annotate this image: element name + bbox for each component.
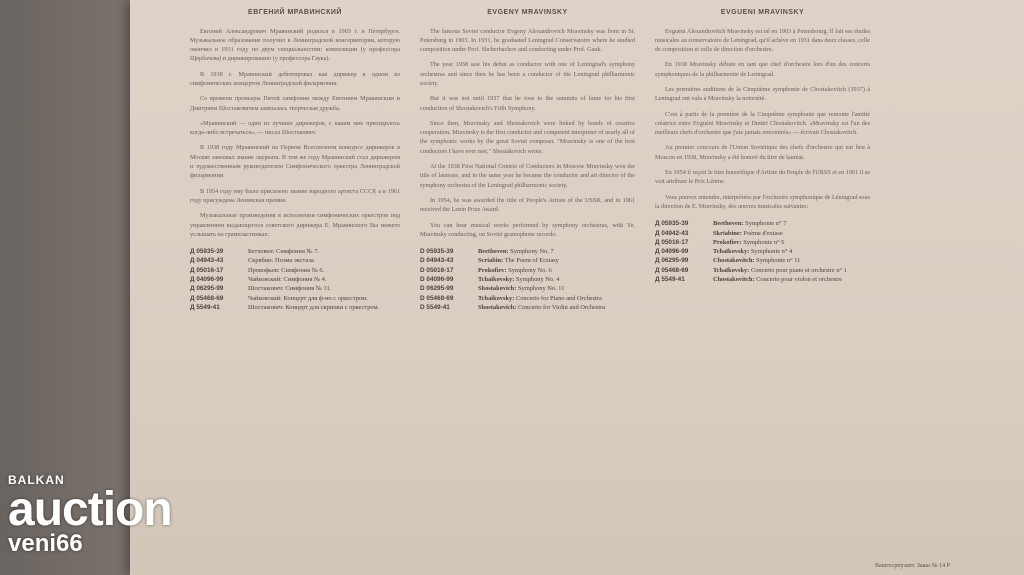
record-entry [655,247,870,256]
catalog-number: Д 05016-17 [190,266,224,274]
record-entry [655,238,870,247]
record-entry [420,284,635,293]
paragraph: Со времени премьеры Пятой симфонии между Евгением Мравинским и Дмитрием Шостаковичем завязалась творческая дружба. [190,95,400,112]
record-entry [655,266,870,275]
catalog-number: Д 04096-99 [190,275,224,283]
record-entry [190,256,400,265]
column-french [655,8,870,284]
watermark-auction: auction [8,483,172,536]
record-list [655,219,870,284]
column-russian [190,8,400,312]
composer-name: Shostakovich: [478,285,517,293]
record-entry [190,303,400,312]
record-entry [655,256,870,265]
record-title: Скрябин: Поэма экстаза. [248,257,316,265]
composer-name: Tchaïkovsky: [713,248,750,256]
record-title [713,219,786,228]
record-entry [420,275,635,284]
composer-name: Prokofiev: [478,266,507,274]
record-title [478,247,554,256]
composer-name: Prokofiev: [713,238,742,246]
paragraph: Evguéni Alexandrovitch Mravinsky est né en 1903 à Petersbourg. Il fait ses études musicales au conservatoire de Leningrad, qu'il achève en 1931 dans deux classes, celle de composition et celle de direction d'orchestre. [655,27,870,54]
catalog-number: Д 06295-99 [655,257,689,265]
record-title: Чайковский: Симфония № 4. [248,275,327,283]
record-entry [420,256,635,265]
record-title [713,238,785,247]
record-entry [655,229,870,238]
record-entry [190,247,400,256]
composer-name: Beethoven: [713,220,744,228]
catalog-number: Д 06295-99 [190,285,224,293]
paragraph: The famous Soviet conductor Evgeny Alexandrovich Mravinsky was born in St. Petersburg in 1903. In 1931, he graduated Leningrad Conservatoire where he studied composition under Prof. Shcherbachov and conducting under Prof. Gauk. [420,27,635,54]
composer-name: Chostakovitch: [713,257,755,265]
work-name: Symphony No. 4 [515,275,560,283]
work-name: Symphonie n° 7 [745,220,787,228]
catalog-number: Д 04943-43 [190,257,224,265]
paragraph: You can hear musical works performed by symphony orchestras, with Ye. Mravinsky conducting, on Soviet gramophone records: [420,221,635,238]
catalog-number: D 05468-69 [420,294,454,302]
record-entry [420,266,635,275]
record-title: Шостакович: Симфония № 11. [248,285,332,293]
record-title [478,284,564,293]
composer-name: Scriabin: [478,257,504,265]
column-heading: ЕВГЕНИЙ МРАВИНСКИЙ [248,9,342,16]
record-entry [420,294,635,303]
record-title [713,266,847,275]
work-name: Concerto pour piano et orchestre n° 1 [750,266,847,274]
paragraph: But it was not until 1937 that he rose to the summits of fame for his first conduction of Shostakovich's Fifth Symphony. [420,95,635,112]
work-name: Symphonie n° 6 [743,238,785,246]
paragraph: Au premier concours de l'Union Soviétique des chefs d'orchestre qui eut lieu à Moscou en 1938, Mravinsky a été honoré du titre de lauréat. [655,144,870,161]
catalog-number: Д 5549-41 [655,275,685,283]
record-entry [190,266,400,275]
paragraph: В 1954 году ему было присвоено звание народного артиста СССР, а в 1961 году присуждена Ленинская премия. [190,187,400,204]
work-name: The Poem of Ecstasy [504,257,559,265]
catalog-number: D 05935-39 [420,248,454,256]
composer-name: Tchaïkovsky: [713,266,750,274]
paragraph: Евгений Александрович Мравинский родился в 1903 г. в Петербурге. Музыкальное образование получил в Ленинградской консерватории, которую окончил в 1931 году по двум специальностям: композиции (у профессора Щербачева) и дирижированию (у профессора Гаука). [190,27,400,63]
record-entry [190,284,400,293]
record-title [713,275,842,284]
print-footer: Вашгосрпузапт. Заказ № 14 Р [874,563,950,569]
record-list [420,247,635,312]
paragraph: C'est à partir de la première de la Cinquième symphonie que remonte l'amitié créatrice entre Evguéni Mravinsky et Dmitri Chostakovitch. «Mravinsky est l'un des meilleurs chefs d'orchestre que j'aie jamais rencontrés» — écrivait Chostakovitch. [655,110,870,137]
record-entry [190,294,400,303]
catalog-number: D 06295-99 [420,285,454,293]
record-title [713,229,783,238]
paragraph: En 1954 il reçoit le titre honorifique d'Artiste du Peuple de l'URSS et en 1961 il se voit attribuer le Prix Lénine. [655,169,870,186]
catalog-number: Д 05468-69 [190,294,224,302]
catalog-number: Д 05468-69 [655,266,689,274]
paragraph: Les premières auditions de la Cinquième symphonie de Chostakovitch (1937) à Leningrad ont valu à Mravinsky la notoriété. [655,85,870,103]
paragraph: En 1938 Mravinsky débute en tant que chef d'orchestre lors d'un des concerts symphoniques de la philharmonie de Leningrad. [655,61,870,78]
record-title [478,294,602,303]
paragraph: Vous pouvez entendre, interprétées par l'orchestre symphonique de Léningrad sous la direction de E. Mravinsky, des œuvres musicales suivantes: [655,193,870,210]
paragraph: «Мравинский — один из лучших дирижеров, с каким мне приходилось когда-либо встречаться», — писал Шостакович. [190,119,400,137]
watermark-balkan: BALKAN [8,473,65,487]
record-list [190,247,400,312]
column-heading: EVGENY MRAVINSKY [487,9,568,16]
catalog-number: Д 05016-17 [655,238,689,246]
composer-name: Skriabine: [713,229,742,237]
work-name: Concerto pour violon et orchestre [756,275,843,283]
record-title [478,275,559,284]
work-name: Concerto for Violin and Orchestra [517,303,606,311]
paragraph: At the 1938 First National Contest of Conductors in Moscow Mravinsky won the title of laureate, and in the same year he became the conductor and art director of the symphony orchestra of the Leningrad philharmonic society. [420,163,635,189]
record-title [478,266,552,275]
work-name: Symphony No. 11 [517,285,565,293]
work-name: Symphonie n° 4 [750,248,793,256]
composer-name: Chostakovitch: [713,275,755,283]
record-entry [190,275,400,284]
catalog-number: Д 04942-43 [655,229,689,237]
catalog-number: Д 05935-39 [190,248,224,256]
composer-name: Beethoven: [478,248,509,256]
paragraph: В 1938 году Мравинский на Первом Всесоюзном конкурсе дирижеров в Москве завоевал звание лауреата. В том же году Мравинский стал дирижером и художественным руководителем Симфонического оркестра Ленинградской филармонии. [190,144,400,180]
paragraph: Музыкальные произведения в исполнении симфонических оркестров под управлением выдающегося советского дирижера Е. Мравинского Вы можете услышать на грампластинках: [190,212,400,238]
column-english [420,8,635,312]
paragraph: Since then, Mravinsky and Shostakovich were linked by bonds of creative cooperation. Mravinsky is the first conductor and competent interpreter of nearly all of the symphonic works by the great Soviet composer. "Mravinsky is one of the best conductors I have ever met," Shostakovich wrote. [420,119,635,155]
catalog-number: Д 5549-41 [190,303,220,311]
record-entry [655,275,870,284]
record-title [713,247,792,256]
work-name: Symphonie n° 11 [756,257,801,265]
record-entry [655,219,870,228]
record-title: Прокофьев: Симфония № 6. [248,266,325,274]
record-title: Бетховен: Симфония № 7. [248,248,319,256]
record-entry [420,247,635,256]
composer-name: Tchaikovsky: [478,294,515,302]
record-title [478,256,559,265]
record-title [478,303,605,312]
paragraph: In 1954, he was awarded the title of People's Artiste of the USSR, and in 1961 received the Lenin Prize Award. [420,196,635,214]
work-name: Concerto for Piano and Orchestra [515,294,602,302]
column-heading: EVGUENI MRAVINSKY [720,9,805,16]
record-title [713,256,800,265]
catalog-number: D 5549-41 [420,303,450,311]
record-sleeve-back [130,0,1024,575]
composer-name: Shostakovich: [478,303,517,311]
catalog-number: D 05016-17 [420,266,454,274]
work-name: Poème d'extase [743,229,783,237]
catalog-number: D 04096-99 [420,275,454,283]
catalog-number: D 04943-43 [420,257,454,265]
paragraph: The year 1938 saw his debut as conductor with one of Leningrad's symphony orchestras and since then he has been a conductor of the Leningrad philharmonic society. [420,61,635,87]
paragraph: В 1938 г. Мравинский дебютировал как дирижер в одном из симфонических концертов Ленинградской филармонии. [190,70,400,87]
composer-name: Tchaikovsky: [478,275,515,283]
watermark-user: veni66 [8,530,83,557]
work-name: Symphony No. 6 [508,266,552,274]
work-name: Symphony No. 7 [510,248,554,256]
record-title: Чайковский: Концерт для ф-но с оркестром. [248,294,368,302]
record-entry [420,303,635,312]
catalog-number: Д 05935-39 [655,220,689,228]
record-title: Шостакович: Концерт для скрипки с оркестром. [248,303,380,311]
catalog-number: Д 04096-99 [655,248,689,256]
